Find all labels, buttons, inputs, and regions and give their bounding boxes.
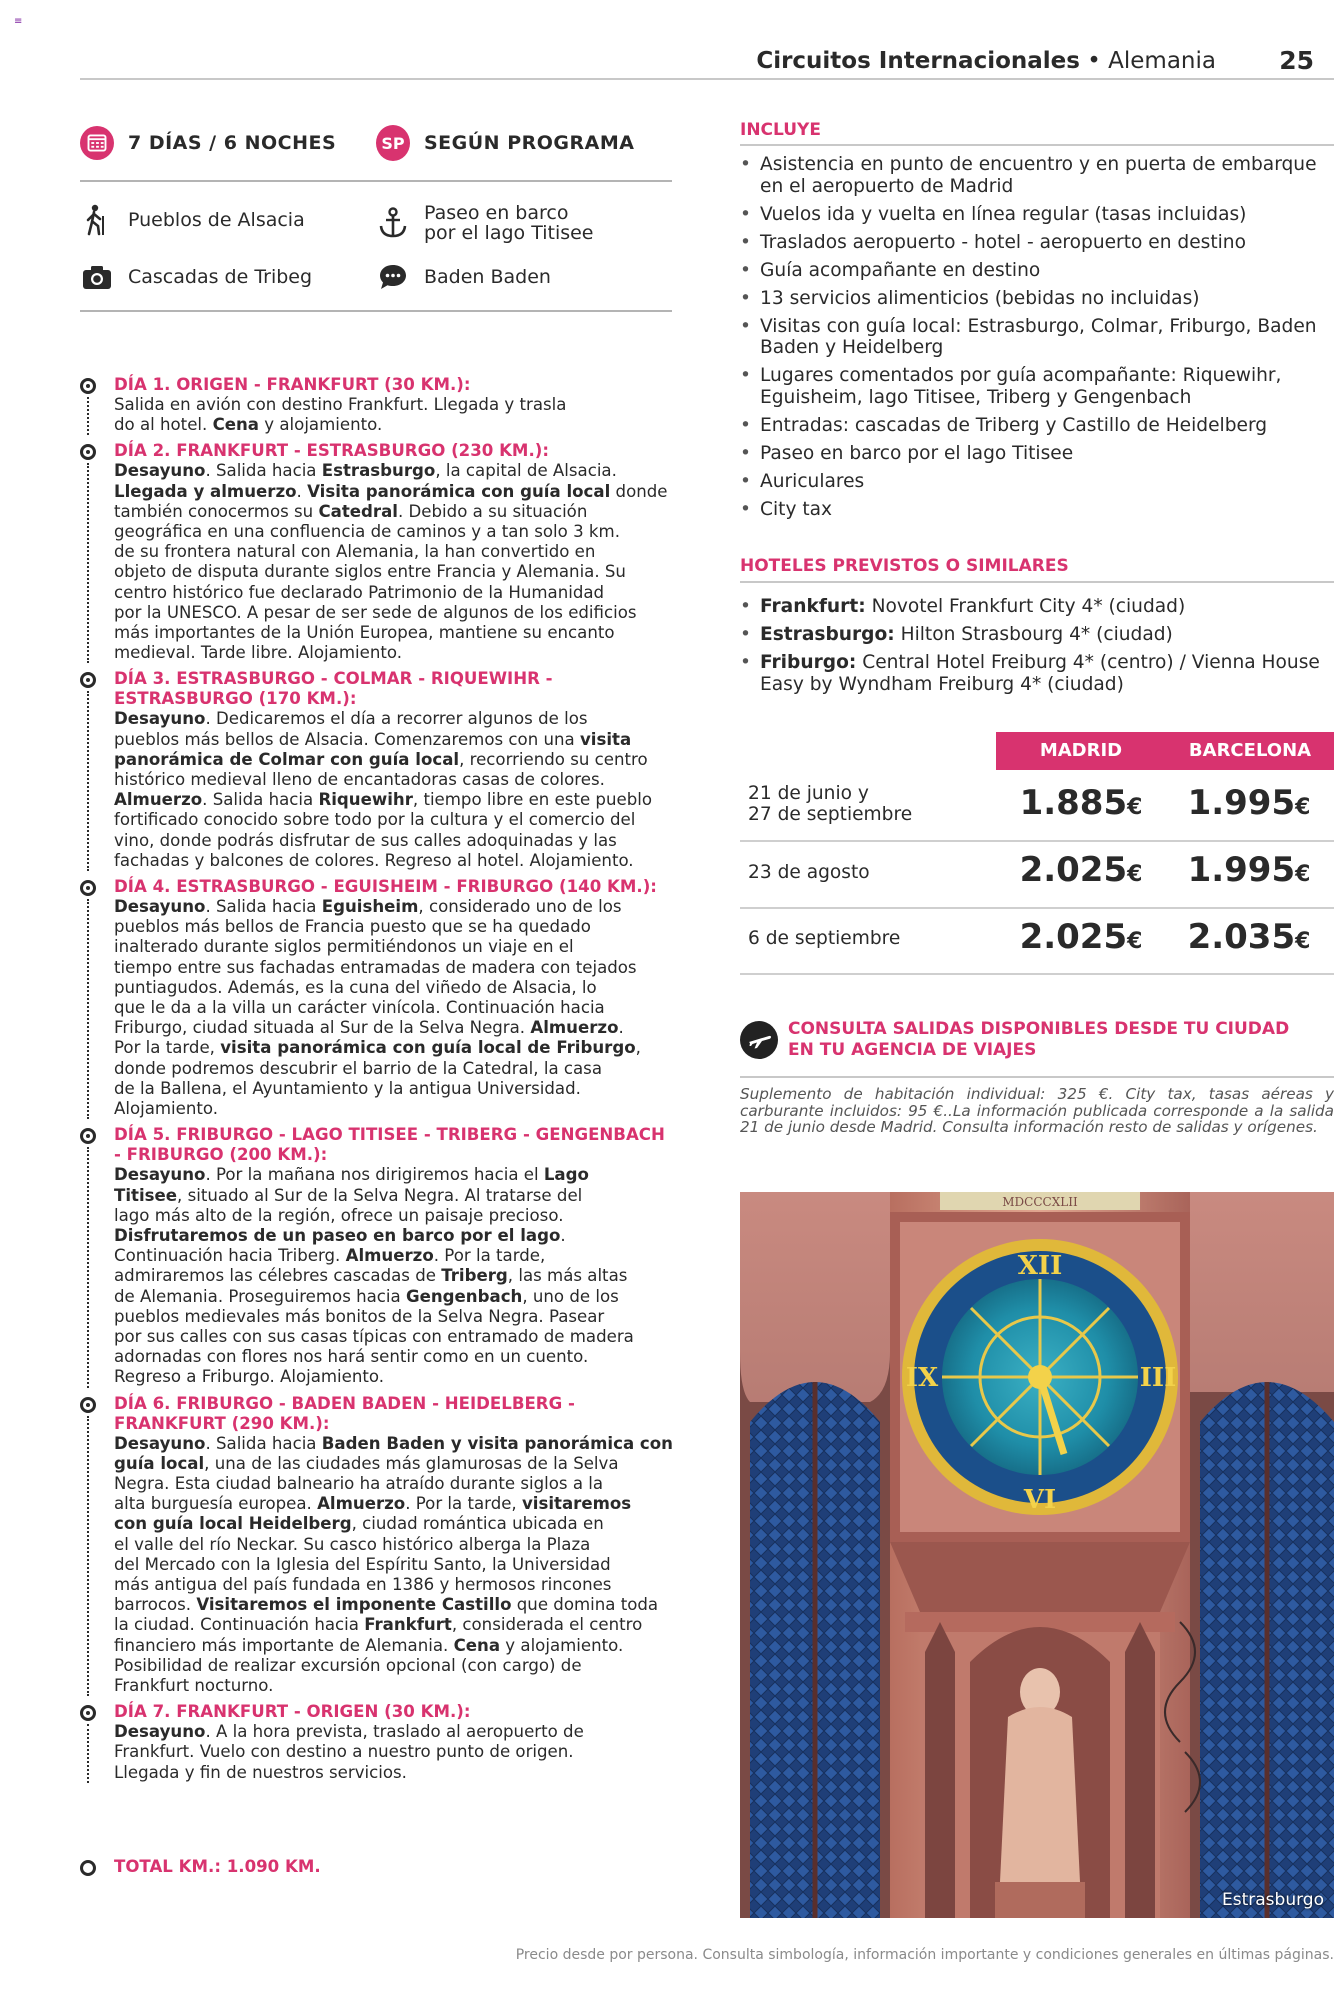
timeline-dot-icon bbox=[80, 1397, 96, 1413]
incluye-item: • Paseo en barco por el lago Titisee bbox=[740, 443, 1334, 465]
consulta-text bbox=[788, 1019, 1289, 1061]
page-number: 25 bbox=[1279, 46, 1314, 75]
feature-label-2: por el lago Titisee bbox=[424, 222, 594, 244]
day-text-line: medieval. Tarde libre. Alojamiento. bbox=[114, 643, 402, 663]
day-text-line: por sus calles con sus casas típicas con entramado de madera bbox=[114, 1326, 634, 1346]
feature-label: Paseo en barco bbox=[424, 202, 569, 224]
feature-item bbox=[80, 260, 312, 294]
day-text-line: más antigua del país fundada en 1386 y hermosos rincones bbox=[114, 1574, 612, 1594]
feature-item bbox=[80, 203, 305, 237]
day-text-line: do al hotel. Cena y alojamiento. bbox=[114, 415, 383, 435]
timeline-dot-icon bbox=[80, 880, 96, 896]
day-text-line: Salida en avión con destino Frankfurt. Llegada y trasla bbox=[114, 395, 567, 414]
svg-text:III: III bbox=[1139, 1363, 1177, 1393]
feature-item bbox=[376, 203, 594, 243]
price-madrid: 2.025€ bbox=[1019, 917, 1143, 957]
day-text-line: Almuerzo. Salida hacia Riquewihr, tiempo libre en este pueblo bbox=[114, 790, 652, 810]
price-barcelona: 2.035€ bbox=[1187, 917, 1311, 957]
incluye-item: • 13 servicios alimenticios (bebidas no incluidas) bbox=[740, 288, 1334, 310]
camera-icon bbox=[80, 260, 114, 294]
incluye-rule bbox=[740, 144, 1334, 146]
total-km bbox=[80, 1857, 321, 1877]
price-barcelona: 1.995€ bbox=[1187, 783, 1311, 823]
supplement-note: Suplemento de habitación individual: 325 €. City tax, tasas aéreas y carburante incluidos: 95 €..La información publicada corresponde a la salida 21 de junio desde Madrid. Consulta información resto de salidas y orígenes. bbox=[740, 1085, 1334, 1137]
timeline-dot-icon bbox=[80, 1705, 96, 1721]
features-bottom-rule bbox=[80, 310, 672, 312]
day-text-line: donde podremos descubrir el barrio de la Catedral, la casa bbox=[114, 1058, 603, 1078]
day-text-line: objeto de disputa durante siglos entre Francia y Alemania. Su bbox=[114, 562, 626, 582]
day-text-line: de Alemania. Proseguiremos hacia Gengenbach, uno de los bbox=[114, 1286, 619, 1306]
incluye-title: INCLUYE bbox=[740, 120, 821, 140]
price-row-rule bbox=[740, 973, 1334, 975]
day-text-line: el valle del río Neckar. Su casco histórico alberga la Plaza bbox=[114, 1534, 591, 1554]
day-text-line: centro histórico fue declarado Patrimonio de la Humanidad bbox=[114, 582, 605, 602]
timeline-dot-icon bbox=[80, 1860, 96, 1876]
total-km-label: TOTAL KM.: 1.090 KM. bbox=[114, 1857, 321, 1876]
day-text-line: adornadas con flores nos hará sentir como en un cuento. bbox=[114, 1347, 589, 1367]
day-text-line: Desayuno. Dedicaremos el día a recorrer algunos de los bbox=[114, 709, 588, 729]
day-title: DÍA 6. FRIBURGO - BADEN BADEN - HEIDELBERG - FRANKFURT (290 KM.): bbox=[114, 1393, 575, 1433]
day-text-line: Desayuno. Salida hacia Baden Baden y visita panorámica con bbox=[114, 1433, 673, 1453]
feature-item bbox=[376, 260, 551, 294]
hoteles-title: HOTELES PREVISTOS O SIMILARES bbox=[740, 556, 1069, 576]
duration-label: 7 DÍAS / 6 NOCHES bbox=[128, 132, 337, 154]
day-text-line: Por la tarde, visita panorámica con guía local de Friburgo, bbox=[114, 1038, 641, 1058]
anchor-icon bbox=[376, 206, 410, 240]
day-text-line: financiero más importante de Alemania. Cena y alojamiento. bbox=[114, 1635, 624, 1655]
price-row-date: 6 de septiembre bbox=[748, 928, 901, 949]
photo-caption: Estrasburgo bbox=[1222, 1890, 1324, 1910]
day-title: DÍA 1. ORIGEN - FRANKFURT (30 KM.): bbox=[114, 375, 471, 394]
day-text-line: vino, donde podrás disfrutar de sus calles adoquinadas y las bbox=[114, 830, 617, 850]
corner-mark: ≡ bbox=[14, 16, 23, 27]
hoteles-list bbox=[740, 596, 1334, 702]
day-text-line: pueblos más bellos de Francia puesto que se ha quedado bbox=[114, 917, 591, 937]
hotel-item: • Estrasburgo: Hilton Strasbourg 4* (ciudad) bbox=[740, 624, 1334, 646]
header-title bbox=[756, 48, 1216, 74]
day-text-line: Titisee, situado al Sur de la Selva Negra. Al tratarse del bbox=[114, 1185, 583, 1205]
header-rule bbox=[80, 78, 1334, 80]
header-country: Alemania bbox=[1108, 48, 1216, 74]
day-text-line: panorámica de Colmar con guía local, recorriendo su centro bbox=[114, 749, 648, 769]
header-separator: • bbox=[1079, 48, 1109, 74]
day-text-line: histórico medieval lleno de encantadoras casas de colores. bbox=[114, 770, 605, 790]
day-text-line: fortificado conocido sobre todo por la cultura y el comercio del bbox=[114, 810, 636, 830]
day-text-line: geográfica en una confluencia de caminos y a tan solo 3 km. bbox=[114, 522, 620, 542]
timeline-dot-icon bbox=[80, 444, 96, 460]
day-description bbox=[114, 1722, 676, 1783]
timeline-dot-icon bbox=[80, 672, 96, 688]
incluye-item: • Auriculares bbox=[740, 471, 1334, 493]
day-text-line: pueblos más bellos de Alsacia. Comenzaremos con una visita bbox=[114, 729, 632, 749]
price-row-date: 23 de agosto bbox=[748, 862, 870, 883]
incluye-item: • Guía acompañante en destino bbox=[740, 260, 1334, 282]
price-madrid: 2.025€ bbox=[1019, 850, 1143, 890]
day-text-line: Desayuno. Por la mañana nos dirigiremos hacia el Lago bbox=[114, 1165, 589, 1185]
day-text-line: Desayuno. Salida hacia Eguisheim, considerado uno de los bbox=[114, 897, 622, 917]
price-row-rule bbox=[740, 907, 1334, 909]
day-text-line: de la Ballena, el Ayuntamiento y la antigua Universidad. bbox=[114, 1078, 581, 1098]
day-title: DÍA 3. ESTRASBURGO - COLMAR - RIQUEWIHR - ESTRASBURGO (170 KM.): bbox=[114, 669, 553, 709]
feature-label: Cascadas de Tribeg bbox=[128, 266, 313, 288]
date-line: 21 de junio y bbox=[748, 783, 869, 804]
timeline-line bbox=[87, 397, 89, 435]
svg-text:XII: XII bbox=[1017, 1251, 1063, 1281]
day-text-line: por la UNESCO. A pesar de ser sede de algunos de los edificios bbox=[114, 602, 637, 622]
day-description bbox=[114, 1434, 676, 1697]
day-text-line: Llegada y fin de nuestros servicios. bbox=[114, 1762, 407, 1782]
program-label: SEGÚN PROGRAMA bbox=[424, 132, 635, 154]
consulta-line-1: CONSULTA SALIDAS DISPONIBLES DESDE TU CIUDAD bbox=[788, 1019, 1290, 1039]
hoteles-rule bbox=[740, 581, 1334, 583]
price-row-rule bbox=[740, 840, 1334, 842]
day-text-line: Continuación hacia Triberg. Almuerzo. Por la tarde, bbox=[114, 1246, 546, 1266]
timeline-line bbox=[87, 1147, 89, 1387]
day-text-line: que le da a la villa un carácter vinícola. Continuación hacia bbox=[114, 998, 605, 1018]
incluye-item: • Visitas con guía local: Estrasburgo, Colmar, Friburgo, Baden Baden y Heidelberg bbox=[740, 316, 1334, 359]
day-title: DÍA 4. ESTRASBURGO - EGUISHEIM - FRIBURGO (140 KM.): bbox=[114, 877, 657, 897]
itinerary-day bbox=[80, 1125, 676, 1387]
speech-bubble-icon bbox=[376, 260, 410, 294]
header-section: Circuitos Internacionales bbox=[756, 48, 1080, 74]
price-col-barcelona: BARCELONA bbox=[1166, 732, 1334, 770]
footer-note: Precio desde por persona. Consulta simbología, información importante y condiciones generales en últimas páginas. bbox=[515, 1947, 1334, 1963]
itinerary bbox=[80, 375, 676, 1789]
day-text-line: Alojamiento. bbox=[114, 1099, 219, 1119]
day-description bbox=[114, 461, 676, 663]
day-text-line: Frankfurt nocturno. bbox=[114, 1675, 274, 1695]
sp-badge-icon: SP bbox=[376, 125, 410, 161]
price-barcelona: 1.995€ bbox=[1187, 850, 1311, 890]
astronomical-clock-photo bbox=[740, 1192, 1334, 1918]
incluye-item: • City tax bbox=[740, 499, 1334, 521]
day-text-line: guía local, una de las ciudades más glamurosas de la Selva bbox=[114, 1453, 619, 1473]
day-text-line: Negra. Esta ciudad balneario ha atraído durante siglos a la bbox=[114, 1473, 604, 1493]
svg-text:MDCCCXLII: MDCCCXLII bbox=[1002, 1195, 1078, 1209]
day-text-line: más importantes de la Unión Europea, mantiene su encanto bbox=[114, 623, 615, 643]
feature-duration bbox=[80, 126, 336, 160]
day-description bbox=[114, 1165, 676, 1387]
consulta-line-2: EN TU AGENCIA DE VIAJES bbox=[788, 1040, 1037, 1060]
incluye-item: • Vuelos ida y vuelta en línea regular (tasas incluidas) bbox=[740, 204, 1334, 226]
day-text-line: de su frontera natural con Alemania, la han convertido en bbox=[114, 542, 596, 562]
price-col-madrid: MADRID bbox=[996, 732, 1166, 770]
hotel-item: • Friburgo: Central Hotel Freiburg 4* (centro) / Vienna House Easy by Wyndham Freiburg 4* (ciudad) bbox=[740, 652, 1334, 695]
itinerary-day bbox=[80, 441, 676, 663]
itinerary-day bbox=[80, 669, 676, 871]
day-text-line: Regreso a Friburgo. Alojamiento. bbox=[114, 1367, 385, 1387]
day-description bbox=[114, 897, 676, 1119]
day-text-line: puntiagudos. Además, es la cuna del viñedo de Alsacia, lo bbox=[114, 977, 597, 997]
day-text-line: Llegada y almuerzo. Visita panorámica con guía local donde bbox=[114, 481, 668, 501]
day-text-line: fachadas y balcones de colores. Regreso al hotel. Alojamiento. bbox=[114, 850, 634, 870]
day-text-line: Disfrutaremos de un paseo en barco por el lago. bbox=[114, 1225, 566, 1245]
airplane-icon bbox=[740, 1021, 778, 1063]
calendar-icon bbox=[80, 126, 114, 160]
timeline-line bbox=[87, 1724, 89, 1783]
incluye-item: • Entradas: cascadas de Triberg y Castillo de Heidelberg bbox=[740, 415, 1334, 437]
timeline-line bbox=[87, 1416, 89, 1697]
day-title: DÍA 7. FRANKFURT - ORIGEN (30 KM.): bbox=[114, 1702, 471, 1722]
price-madrid: 1.885€ bbox=[1019, 783, 1143, 823]
day-text-line: Desayuno. A la hora prevista, traslado al aeropuerto de bbox=[114, 1722, 584, 1742]
day-text-line: lago más alto de la región, ofrece un paisaje precioso. bbox=[114, 1205, 564, 1225]
day-text-line: Posibilidad de realizar excursión opcional (con cargo) de bbox=[114, 1655, 582, 1675]
day-title: DÍA 2. FRANKFURT - ESTRASBURGO (230 KM.): bbox=[114, 441, 549, 461]
day-text-line: la ciudad. Continuación hacia Frankfurt, considerada el centro bbox=[114, 1615, 643, 1635]
incluye-item: • Asistencia en punto de encuentro y en puerta de embarque en el aeropuerto de Madrid bbox=[740, 154, 1334, 197]
itinerary-day bbox=[80, 1702, 676, 1783]
incluye-item: • Lugares comentados por guía acompañante: Riquewihr, Eguisheim, lago Titisee, Triberg y Gengenbach bbox=[740, 365, 1334, 408]
itinerary-day bbox=[80, 1394, 676, 1697]
timeline-dot-icon bbox=[80, 1128, 96, 1144]
features-top-rule bbox=[80, 180, 672, 182]
feature-label: Baden Baden bbox=[424, 266, 551, 288]
date-line-2: 27 de septiembre bbox=[748, 804, 913, 825]
day-text-line: Friburgo, ciudad situada al Sur de la Selva Negra. Almuerzo. bbox=[114, 1018, 624, 1038]
hotel-item: • Frankfurt: Novotel Frankfurt City 4* (ciudad) bbox=[740, 596, 1334, 618]
feature-program bbox=[376, 126, 634, 160]
svg-text:VI: VI bbox=[1023, 1485, 1057, 1515]
feature-label: Pueblos de Alsacia bbox=[128, 209, 305, 231]
timeline-line bbox=[87, 691, 89, 871]
timeline-line bbox=[87, 899, 89, 1119]
hiker-icon bbox=[80, 203, 114, 237]
itinerary-day bbox=[80, 877, 676, 1119]
day-text-line: con guía local Heidelberg, ciudad romántica ubicada en bbox=[114, 1514, 604, 1534]
day-text-line: tiempo entre sus fachadas entramadas de madera con tejados bbox=[114, 957, 637, 977]
day-description bbox=[114, 709, 676, 871]
day-text-line: Desayuno. Salida hacia Estrasburgo, la capital de Alsacia. bbox=[114, 461, 617, 481]
day-title: DÍA 5. FRIBURGO - LAGO TITISEE - TRIBERG - GENGENBACH - FRIBURGO (200 KM.): bbox=[114, 1125, 665, 1165]
note-rule bbox=[740, 1076, 1334, 1078]
svg-text:IX: IX bbox=[905, 1363, 939, 1393]
timeline-dot-icon bbox=[80, 378, 96, 394]
day-text-line: pueblos medievales más bonitos de la Selva Negra. Pasear bbox=[114, 1306, 605, 1326]
incluye-item: • Traslados aeropuerto - hotel - aeropuerto en destino bbox=[740, 232, 1334, 254]
day-text-line: inalterado durante siglos permitiéndonos un viaje en el bbox=[114, 937, 574, 957]
day-text-line: Frankfurt. Vuelo con destino a nuestro punto de origen. bbox=[114, 1742, 574, 1762]
timeline-line bbox=[87, 463, 89, 663]
price-row-date bbox=[748, 783, 912, 825]
day-text-line: del Mercado con la Iglesia del Espíritu Santo, la Universidad bbox=[114, 1554, 611, 1574]
day-text-line: alta burguesía europea. Almuerzo. Por la tarde, visitaremos bbox=[114, 1494, 632, 1514]
incluye-list bbox=[740, 154, 1334, 527]
itinerary-day bbox=[80, 375, 676, 435]
day-text-line: admiraremos las célebres cascadas de Triberg, las más altas bbox=[114, 1266, 628, 1286]
day-description bbox=[114, 395, 676, 435]
day-text-line: también conocermos su Catedral. Debido a su situación bbox=[114, 501, 588, 521]
day-text-line: barrocos. Visitaremos el imponente Castillo que domina toda bbox=[114, 1595, 659, 1615]
